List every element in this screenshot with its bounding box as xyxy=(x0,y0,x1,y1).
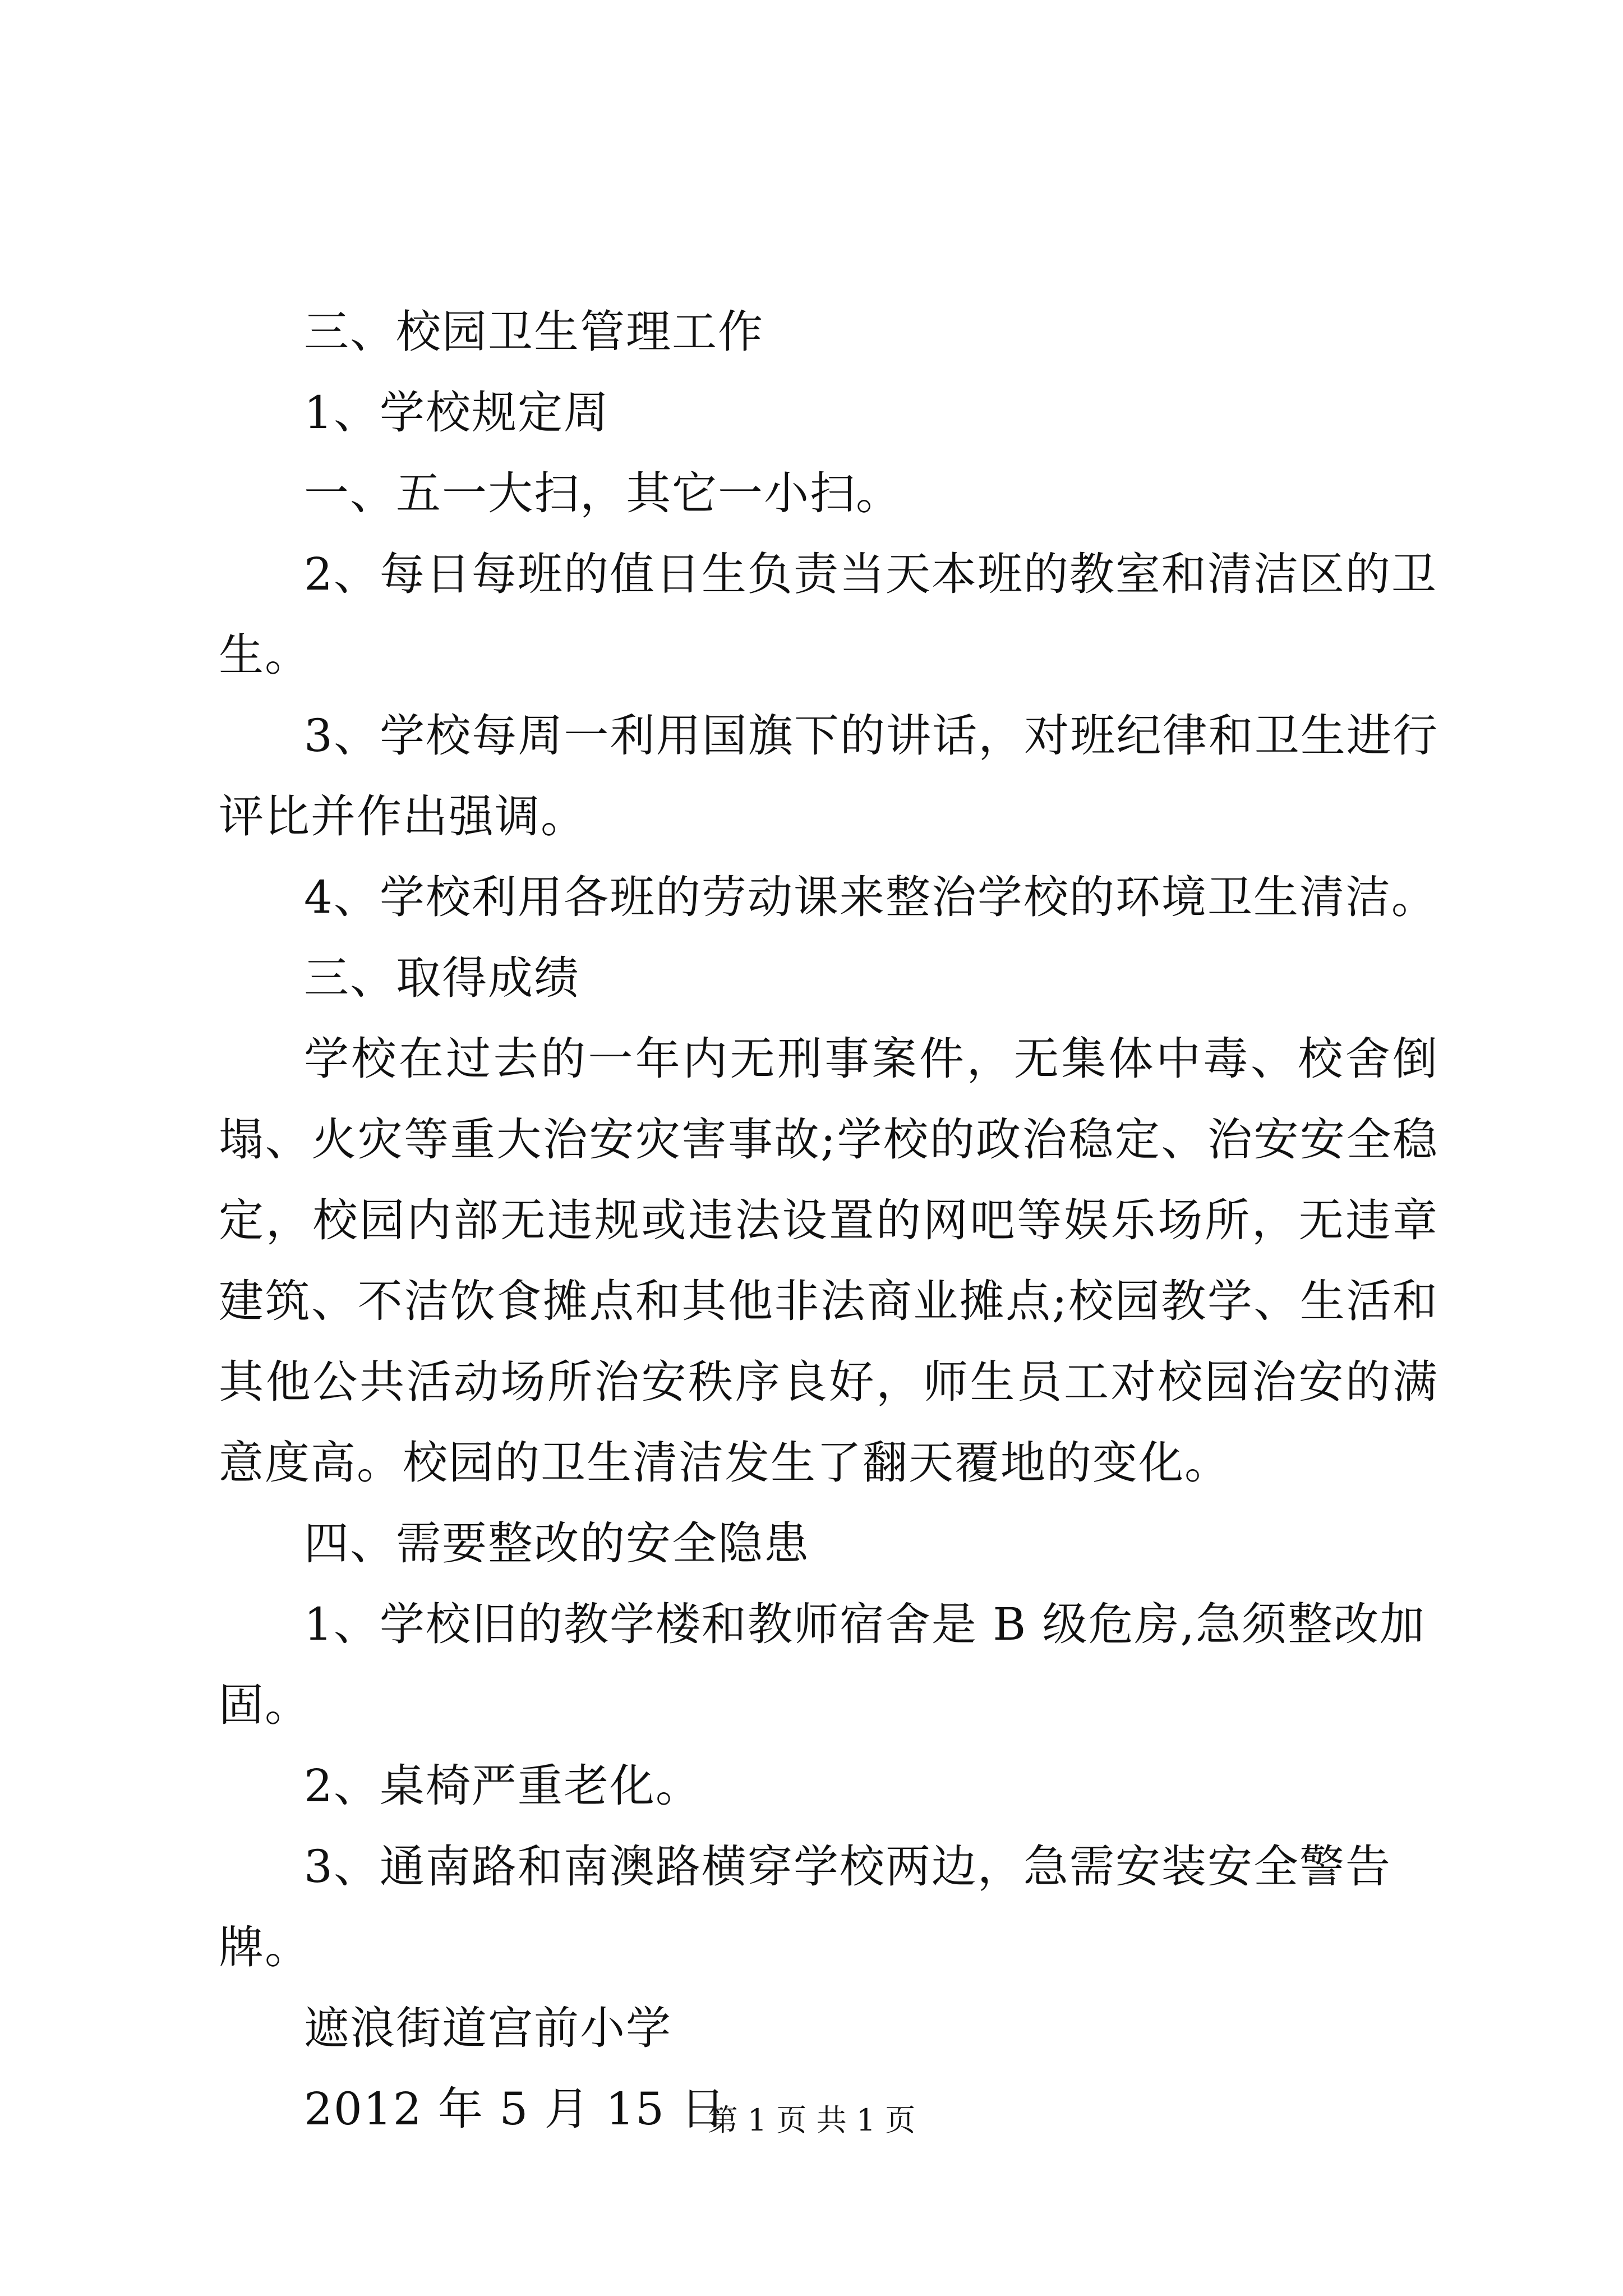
signature-date: 2012 年 5 月 15 日 xyxy=(304,2083,727,2135)
page-footer: 第 1 页 共 1 页 xyxy=(707,2102,916,2138)
paragraph-item: 3、学校每周一利用国旗下的讲话，对班纪律和卫生进行评比并作出强调。 xyxy=(219,710,1438,843)
section-heading-hazards: 四、需要整改的安全隐患 xyxy=(304,1517,810,1570)
paragraph-item: 2、桌椅严重老化。 xyxy=(304,1760,702,1812)
paragraph-item: 1、学校规定周 xyxy=(304,386,610,439)
document-body xyxy=(219,292,1438,2150)
paragraph-item: 一、五一大扫，其它一小扫。 xyxy=(304,467,902,519)
paragraph-item: 3、通南路和南澳路横穿学校两边，急需安装安全警告牌。 xyxy=(219,1841,1391,1973)
section-heading-achievements: 三、取得成绩 xyxy=(304,952,580,1004)
section-heading-sanitation: 三、校园卫生管理工作 xyxy=(304,306,764,358)
paragraph-achievements-body: 学校在过去的一年内无刑事案件，无集体中毒、校舍倒塌、火灾等重大治安灾害事故;学校的政治稳定、治安安全稳定，校园内部无违规或违法设置的网吧等娱乐场所，无违章建筑、不洁饮食摊点和其他非法商业摊点;校园教学、生活和其他公共活动场所治安秩序良好，师生员工对校园治安的满意度高。校园的卫生清洁发生了翻天覆地的变化。 xyxy=(219,1033,1438,1489)
paragraph-item: 1、学校旧的教学楼和教师宿舍是 B 级危房,急须整改加固。 xyxy=(219,1598,1426,1731)
paragraph-item: 2、每日每班的值日生负责当天本班的教室和清洁区的卫生。 xyxy=(219,548,1437,681)
signature-school-name: 遮浪街道宫前小学 xyxy=(304,2002,672,2054)
paragraph-item: 4、学校利用各班的劳动课来整治学校的环境卫生清洁。 xyxy=(304,871,1437,923)
